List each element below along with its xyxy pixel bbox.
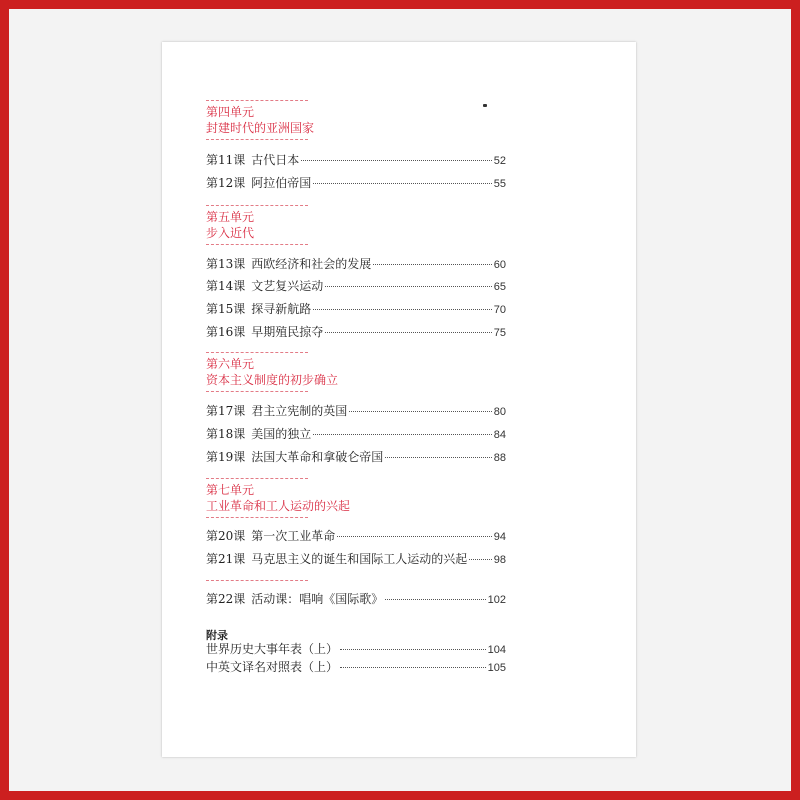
lesson-number: 第16课 (206, 325, 246, 339)
lesson-title: 古代日本 (251, 153, 300, 167)
unit-label: 第四单元 (206, 105, 255, 119)
lesson-number: 第18课 (206, 427, 246, 441)
appendix-title: 附录 (206, 629, 228, 642)
toc-entry-lesson-18[interactable] (206, 427, 506, 442)
lesson-title: 君主立宪制的英国 (251, 404, 348, 418)
lesson-title: 阿拉伯帝国 (251, 176, 312, 190)
book-page (162, 42, 636, 757)
unit-4-header (206, 100, 314, 140)
lesson-title: 美国的独立 (251, 427, 312, 441)
toc-entry-lesson-17[interactable] (206, 404, 506, 419)
leader-dots (313, 434, 491, 435)
toc-entry-appendix-glossary[interactable] (206, 660, 506, 675)
leader-dots (313, 183, 491, 184)
unit-rule (206, 580, 308, 581)
lesson-number: 第22课 (206, 592, 246, 606)
page-number: 88 (493, 452, 506, 464)
page-number: 105 (487, 662, 506, 674)
page-number: 52 (493, 155, 506, 167)
appendix-item-title: 世界历史大事年表（上） (206, 642, 339, 656)
leader-dots (325, 286, 491, 287)
lesson-title: 西欧经济和社会的发展 (251, 257, 372, 271)
unit-7-header (206, 478, 350, 518)
unit-rule (206, 352, 308, 353)
toc-entry-lesson-19[interactable] (206, 450, 506, 465)
page-number: 75 (493, 327, 506, 339)
lesson-title: 第一次工业革命 (251, 529, 336, 543)
unit-label: 第五单元 (206, 210, 255, 224)
toc-entry-appendix-timeline[interactable] (206, 642, 506, 657)
page-number: 70 (493, 304, 506, 316)
lesson-title: 法国大革命和拿破仑帝国 (251, 450, 384, 464)
leader-dots (340, 649, 486, 650)
lesson-number: 第19课 (206, 450, 246, 464)
toc-entry-lesson-21[interactable] (206, 552, 506, 567)
unit-name: 封建时代的亚洲国家 (206, 121, 315, 135)
lesson-number: 第17课 (206, 404, 246, 418)
lesson-number: 第21课 (206, 552, 246, 566)
lesson-title: 马克思主义的诞生和国际工人运动的兴起 (251, 552, 468, 566)
leader-dots (325, 332, 491, 333)
unit-rule (206, 391, 308, 392)
toc-entry-lesson-13[interactable] (206, 257, 506, 272)
unit-5-header (206, 205, 308, 245)
toc-entry-lesson-11[interactable] (206, 153, 506, 168)
unit-name: 步入近代 (206, 226, 255, 240)
leader-dots (469, 559, 491, 560)
unit-6-header (206, 352, 338, 392)
page-number: 55 (493, 178, 506, 190)
unit-label: 第七单元 (206, 483, 255, 497)
toc-entry-lesson-22[interactable] (206, 592, 506, 607)
appendix-item-title: 中英文译名对照表（上） (206, 660, 339, 674)
unit-name: 工业革命和工人运动的兴起 (206, 499, 351, 513)
leader-dots (349, 411, 491, 412)
page-number: 102 (487, 594, 506, 606)
leader-dots (313, 309, 491, 310)
lesson-title: 文艺复兴运动 (251, 279, 324, 293)
toc-entry-lesson-14[interactable] (206, 279, 506, 294)
leader-dots (340, 667, 486, 668)
toc-entry-lesson-12[interactable] (206, 176, 506, 191)
page-number: 104 (487, 644, 506, 656)
page-number: 98 (493, 554, 506, 566)
lesson-title: 探寻新航路 (251, 302, 312, 316)
leader-dots (337, 536, 491, 537)
leader-dots (373, 264, 491, 265)
page-number: 60 (493, 259, 506, 271)
leader-dots (385, 599, 485, 600)
page-number: 84 (493, 429, 506, 441)
leader-dots (301, 160, 491, 161)
lesson-title: 早期殖民掠夺 (251, 325, 324, 339)
leader-dots (385, 457, 491, 458)
ink-speck (483, 104, 487, 107)
lesson-number: 第11课 (206, 153, 246, 167)
page-number: 65 (493, 281, 506, 293)
lesson-22-separator (206, 580, 308, 581)
lesson-title: 活动课：唱响《国际歌》 (251, 592, 384, 606)
unit-name: 资本主义制度的初步确立 (206, 373, 339, 387)
lesson-number: 第15课 (206, 302, 246, 316)
lesson-number: 第14课 (206, 279, 246, 293)
toc-entry-lesson-16[interactable] (206, 325, 506, 340)
unit-rule (206, 205, 308, 206)
unit-rule (206, 517, 308, 518)
unit-rule (206, 139, 308, 140)
page-number: 80 (493, 406, 506, 418)
lesson-number: 第13课 (206, 257, 246, 271)
unit-rule (206, 478, 308, 479)
toc-entry-lesson-20[interactable] (206, 529, 506, 544)
lesson-number: 第20课 (206, 529, 246, 543)
lesson-number: 第12课 (206, 176, 246, 190)
unit-rule (206, 244, 308, 245)
unit-rule (206, 100, 308, 101)
toc-entry-lesson-15[interactable] (206, 302, 506, 317)
page-number: 94 (493, 531, 506, 543)
unit-label: 第六单元 (206, 357, 255, 371)
